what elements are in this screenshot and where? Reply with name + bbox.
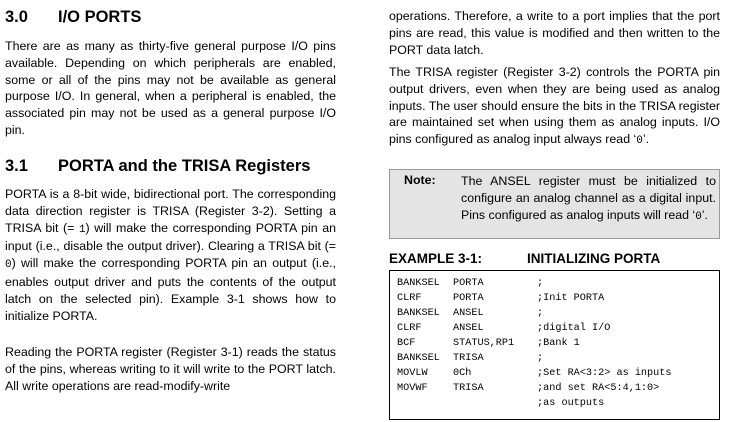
example-id: EXAMPLE 3-1: [389, 251, 483, 266]
code-comment: ;as outputs [537, 398, 605, 409]
section-heading-3-0 [5, 8, 141, 27]
section-number: 3.1 [5, 157, 28, 175]
section-title: PORTA and the TRISA Registers [58, 157, 311, 175]
code-comment: ; [537, 353, 544, 364]
code-instruction: BANKSEL [397, 308, 440, 319]
note-box [389, 169, 720, 239]
note-value: 0 [695, 210, 702, 223]
example-heading [389, 251, 660, 266]
note-text-1: The ANSEL register must be initialized to configure an analog channel as a digital input. Pins configured as analog inputs will read ‘ [461, 174, 716, 222]
porta-value-1: 1 [78, 223, 86, 236]
note-label: Note: [404, 173, 436, 187]
code-instruction: BCF [397, 338, 416, 349]
note-text-2: ’. [701, 207, 708, 222]
code-operand: STATUS,RP1 [453, 338, 515, 349]
trisa-value: 0 [636, 135, 643, 148]
trisa-text-2: ’. [642, 132, 650, 147]
code-operand: PORTA [453, 293, 484, 304]
code-comment: ;Bank 1 [537, 338, 580, 349]
code-comment: ; [537, 278, 544, 289]
code-comment: ;Set RA<3:2> as inputs [537, 368, 672, 379]
code-comment: ;and set RA<5:4,1:0> [537, 383, 660, 394]
continuation-paragraph: operations. Therefore, a write to a port implies that the port pins are read, this value is modified and then written to the PORT data latch. [389, 9, 720, 57]
porta-text-3: ) will make the corresponding PORTA pin an output (i.e., enables output driver and puts the contents of the output latch on the selected pin). Example 3-1 shows how to initialize PORTA. [5, 256, 336, 323]
code-comment: ;digital I/O [537, 323, 611, 334]
code-instruction: BANKSEL [397, 353, 440, 364]
section-title: I/O PORTS [58, 8, 142, 26]
code-operand: 0Ch [453, 368, 472, 379]
reading-paragraph: Reading the PORTA register (Register 3-1) reads the status of the pins, whereas writing to it will write to the PORT latch. All write operations are read-modify-write [5, 345, 336, 393]
porta-text-1: PORTA is a 8-bit wide, bidirectional port. The corresponding data direction register is TRISA (Register 3-2). Setting a TRISA bit (= [5, 187, 336, 235]
code-operand: ANSEL [453, 323, 484, 334]
code-instruction: BANKSEL [397, 278, 440, 289]
code-instruction: MOVLW [397, 368, 428, 379]
code-comment: ; [537, 308, 544, 319]
trisa-text-1: The TRISA register (Register 3-2) controls the PORTA pin output drivers, even when they are being used as analog inputs. The user should ensure the bits in the TRISA register are maintained set when using them as analog inputs. I/O pins configured as analog input always read ‘ [389, 65, 720, 147]
porta-text-2: ) will make the corresponding PORTA pin an input (i.e., disable the output driver). Clearing a TRISA bit (= [5, 220, 336, 254]
porta-paragraph [5, 186, 336, 324]
note-text [461, 173, 716, 225]
code-operand: PORTA [453, 278, 484, 289]
code-comment: ;Init PORTA [537, 293, 605, 304]
trisa-paragraph [389, 64, 720, 150]
section-number: 3.0 [5, 8, 28, 26]
section-heading-3-1 [5, 157, 310, 176]
code-instruction: CLRF [397, 293, 422, 304]
code-operand: TRISA [453, 383, 484, 394]
code-instruction: CLRF [397, 323, 422, 334]
code-instruction: MOVWF [397, 383, 428, 394]
code-listing [389, 270, 720, 420]
intro-paragraph: There are as many as thirty-five general purpose I/O pins available. Depending on which peripherals are enabled, some or all of the pins may not be available as general purpose I/O. In general, when a peripheral is enabled, the associated pin may not be used as a general purpose I/O pin. [5, 39, 336, 137]
porta-value-0: 0 [5, 259, 12, 272]
code-operand: TRISA [453, 353, 484, 364]
code-operand: ANSEL [453, 308, 484, 319]
example-title: INITIALIZING PORTA [527, 251, 661, 266]
